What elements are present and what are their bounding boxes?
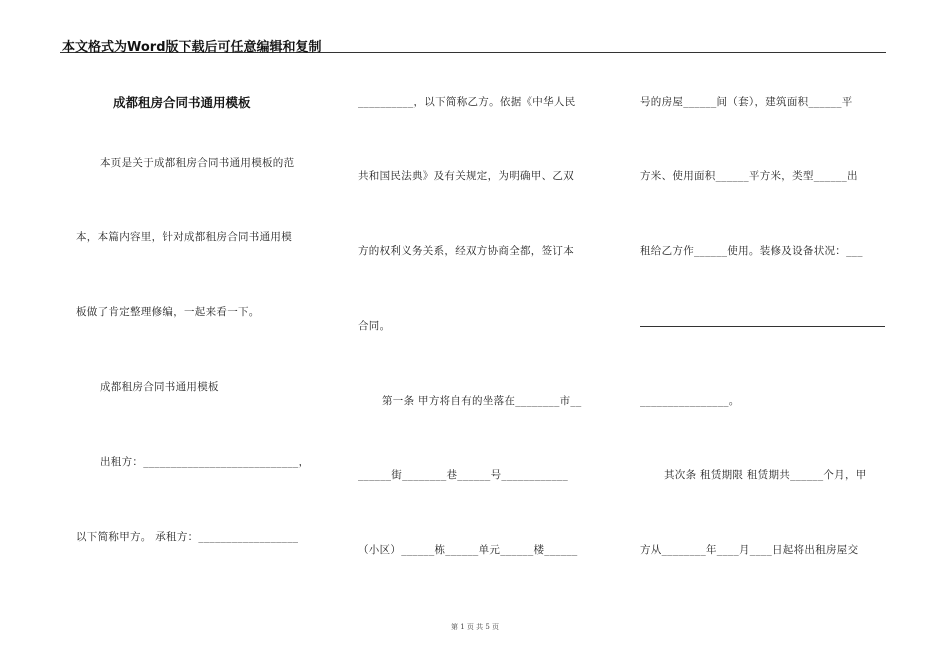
paragraph-line: 租给乙方作______使用。装修及设备状况：___ <box>640 245 863 257</box>
lessor-field: 出租方：____________________________， <box>100 456 310 468</box>
blank-fill-line <box>640 326 885 327</box>
document-title: 成都租房合同书通用模板 <box>113 95 251 110</box>
document-header: 本文格式为Word版下载后可任意编辑和复制 <box>62 40 322 55</box>
paragraph-line: 方米、使用面积______平方米，类型______出 <box>640 170 858 182</box>
article-1-line: 第一条 甲方将自有的坐落在________市__ <box>382 395 582 407</box>
address-line: ______街________巷______号____________ <box>358 469 568 481</box>
paragraph-line: ________________。 <box>640 395 740 407</box>
paragraph-line: 共和国民法典》及有关规定，为明确甲、乙双 <box>358 170 574 182</box>
section-heading: 成都租房合同书通用模板 <box>100 381 219 393</box>
lessee-field: 以下简称甲方。 承租方：__________________ <box>76 531 299 543</box>
article-2-line: 其次条 租赁期限 租赁期共______个月，甲 <box>664 469 867 481</box>
paragraph-line: 本页是关于成都租房合同书通用模板的范 <box>100 157 295 169</box>
paragraph-line: 合同。 <box>358 320 391 332</box>
address-line: （小区）______栋______单元______楼______ <box>358 544 578 556</box>
paragraph-line: 方的权利义务关系，经双方协商全都，签订本 <box>358 245 574 257</box>
paragraph-line: 板做了肯定整理修编，一起来看一下。 <box>76 306 260 318</box>
paragraph-line: __________，以下简称乙方。依据《中华人民 <box>358 96 576 108</box>
paragraph-line: 方从________年____月____日起将出租房屋交 <box>640 544 859 556</box>
page-number: 第 1 页 共 5 页 <box>450 623 500 631</box>
paragraph-line: 号的房屋______间（套），建筑面积______平 <box>640 96 853 108</box>
paragraph-line: 本，本篇内容里，针对成都租房合同书通用模 <box>76 231 292 243</box>
